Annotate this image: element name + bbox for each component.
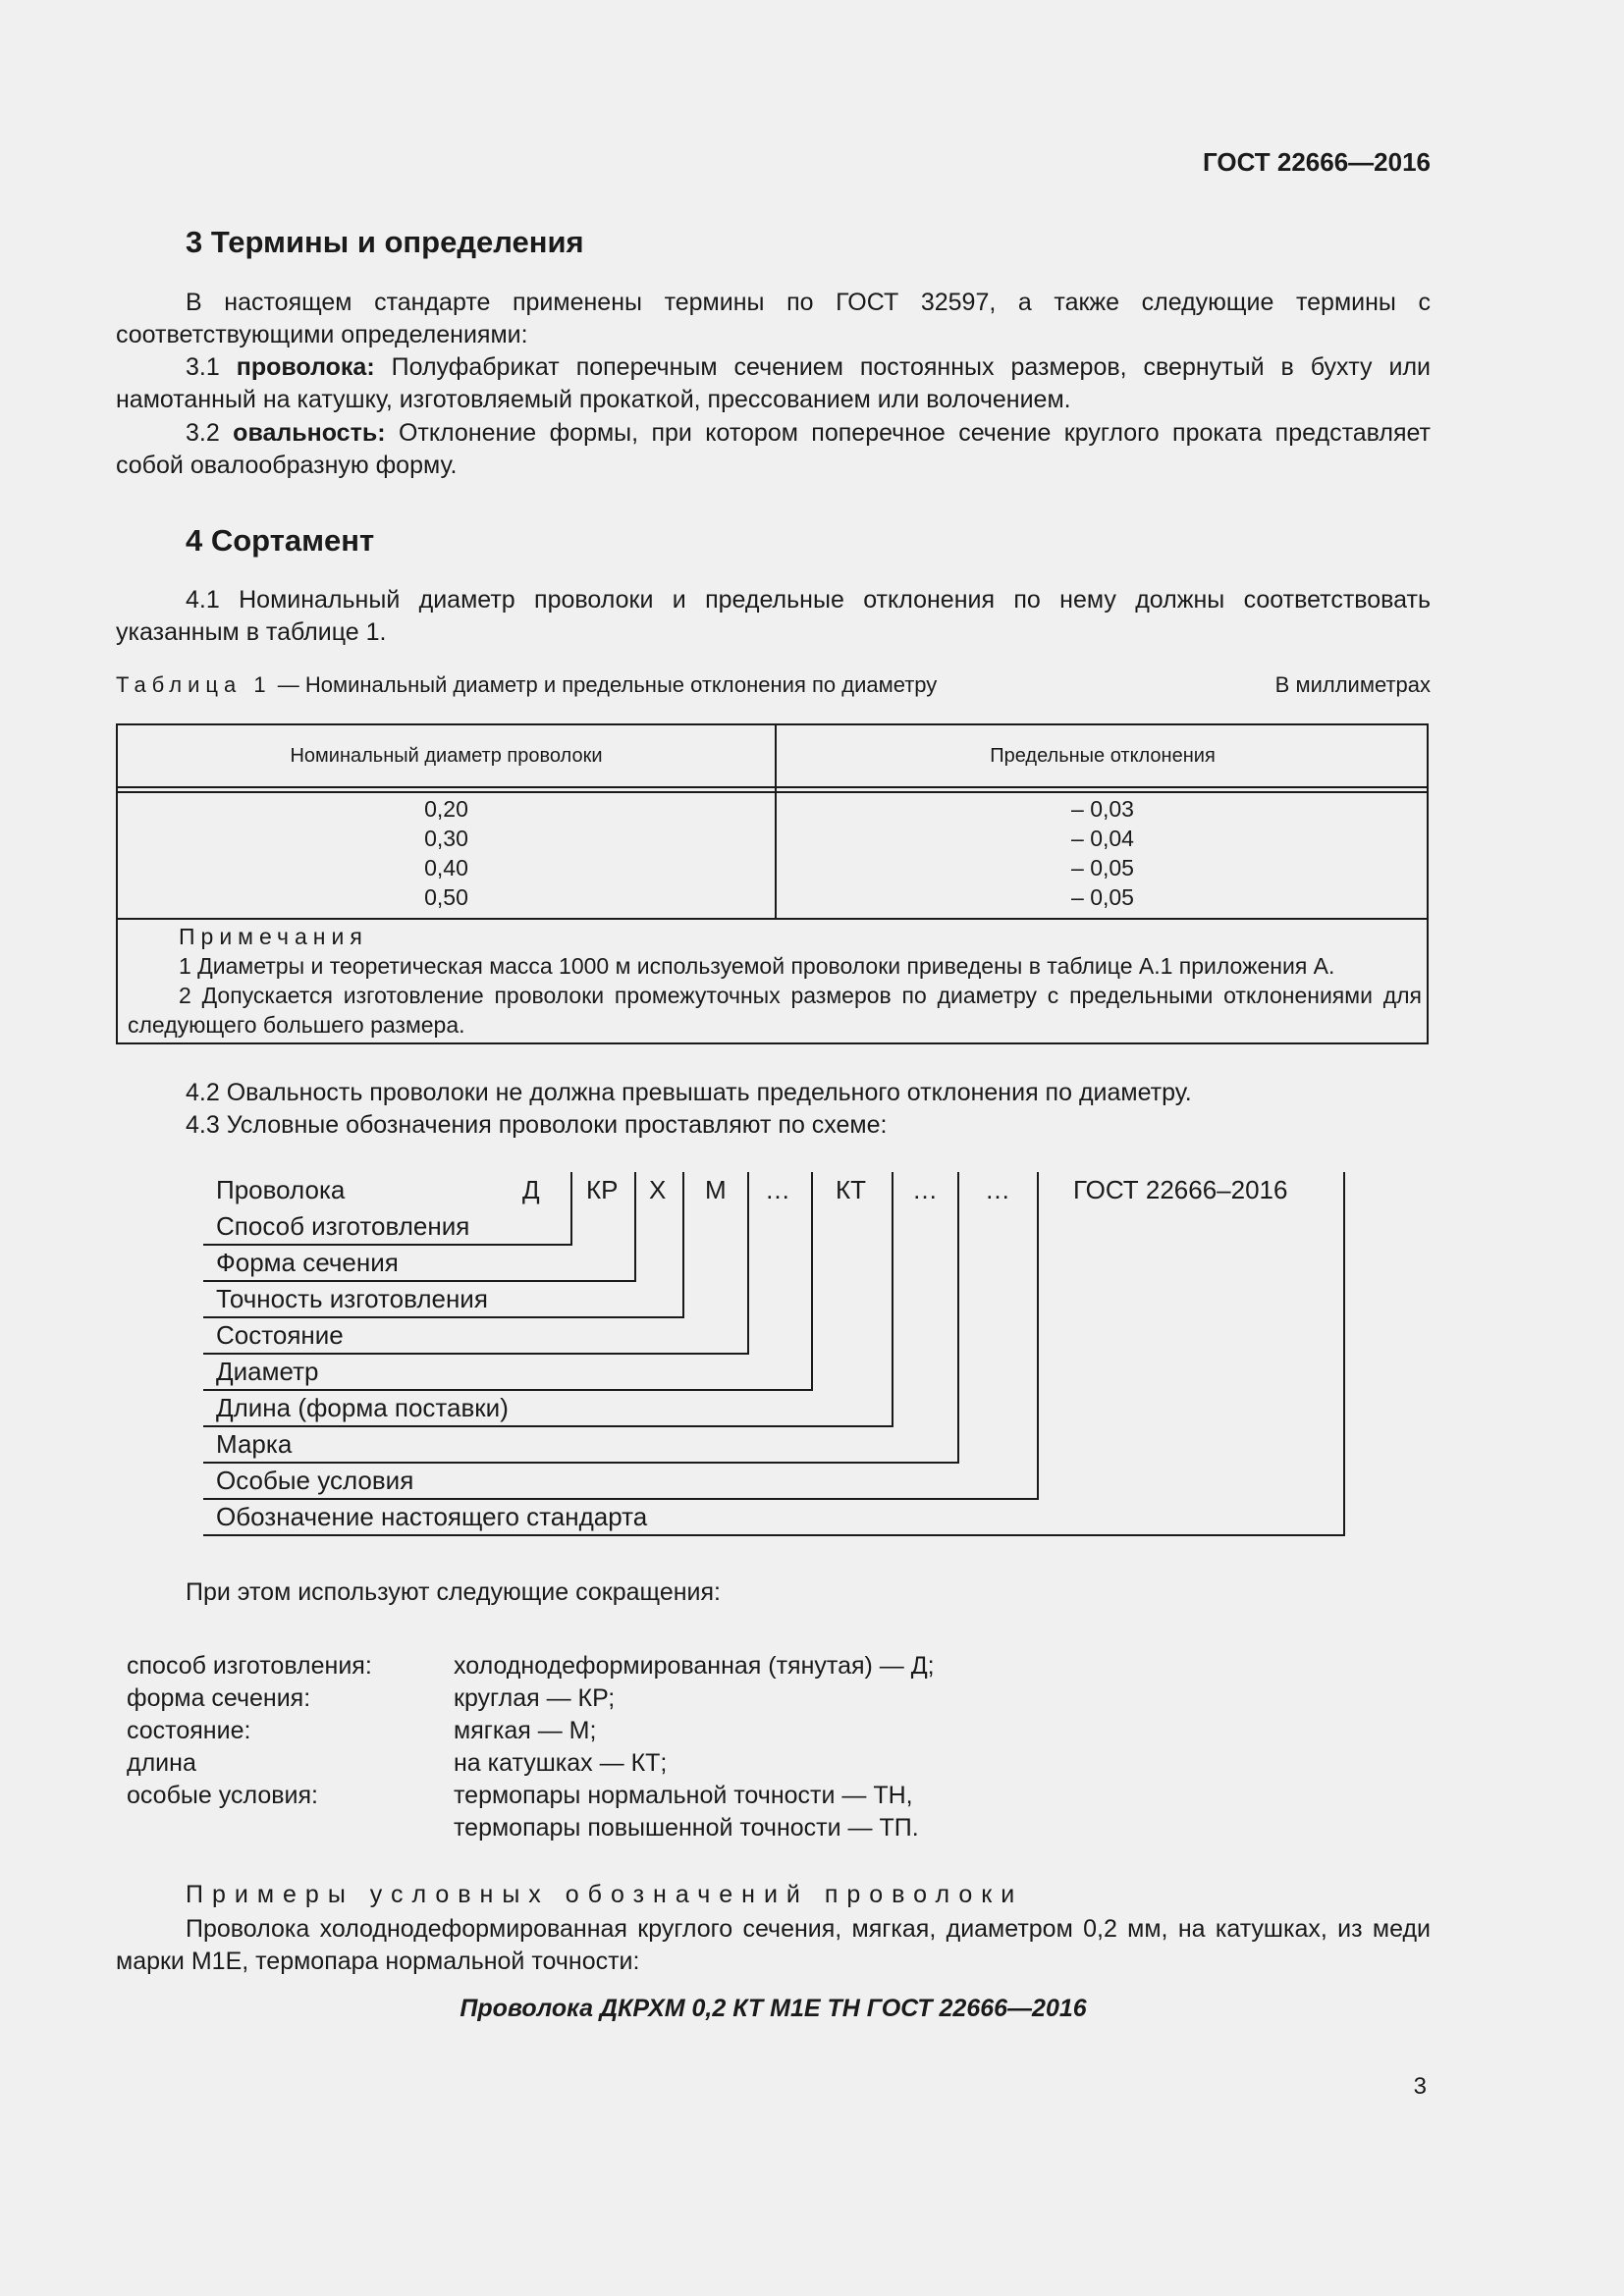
table-header-rule xyxy=(118,786,1427,788)
scheme-code: КТ xyxy=(836,1175,867,1204)
abbreviation-value: круглая — КР; xyxy=(454,1684,616,1712)
abbreviation-value: на катушках — КТ; xyxy=(454,1749,668,1777)
abbreviation-term: длина xyxy=(127,1749,196,1777)
document-id: ГОСТ 22666—2016 xyxy=(1203,147,1431,177)
scheme-underline xyxy=(203,1353,749,1355)
term-3-2-definition: Отклонение формы, при котором поперечное сечение круглого проката представляет собой овалообразную форму. xyxy=(116,419,1431,479)
scheme-connector xyxy=(1343,1172,1345,1535)
table-header-diameter: Номинальный диаметр проволоки xyxy=(290,745,603,767)
table-note-2: 2 Допускается изготовление проволоки промежуточных размеров по диаметру с предельными отклонениями для следующего большего размера. xyxy=(128,983,1422,1038)
scheme-label: Точность изготовления xyxy=(216,1284,488,1313)
term-3-1 xyxy=(116,351,1431,416)
table-header-rule-double xyxy=(118,791,1427,793)
scheme-code: Х xyxy=(649,1175,667,1204)
scheme-code: … xyxy=(985,1175,1010,1204)
scheme-label: Состояние xyxy=(216,1320,344,1350)
scheme-connector xyxy=(747,1172,749,1354)
table-cell-diameter: 0,40 xyxy=(424,855,468,881)
scheme-connector xyxy=(811,1172,813,1390)
abbreviations-values xyxy=(454,1650,935,1844)
examples-title: Примеры условных обозначений проволоки xyxy=(186,1881,1024,1908)
scheme-code: … xyxy=(912,1175,938,1204)
table-notes-rule xyxy=(118,918,1427,920)
scheme-label: Диаметр xyxy=(216,1357,319,1386)
scheme-connector xyxy=(634,1172,636,1281)
abbreviation-value: термопары повышенной точности — ТП. xyxy=(454,1814,919,1842)
page-number: 3 xyxy=(1413,2073,1427,2100)
scheme-label: Особые условия xyxy=(216,1466,414,1495)
paragraph-4-2: 4.2 Овальность проволоки не должна превышать предельного отклонения по диаметру. xyxy=(186,1079,1192,1106)
table-column-deviation xyxy=(777,794,1429,912)
paragraph-4-3: 4.3 Условные обозначения проволоки проставляют по схеме: xyxy=(186,1111,888,1139)
table-column-diameter xyxy=(118,794,775,912)
scheme-code: КР xyxy=(586,1175,619,1204)
table-cell-deviation: – 0,03 xyxy=(1071,796,1134,822)
scheme-underline xyxy=(203,1425,893,1427)
abbreviations-terms xyxy=(127,1650,372,1812)
table-cell-deviation: – 0,05 xyxy=(1071,884,1134,910)
table-notes-title: Примечания xyxy=(179,924,368,949)
scheme-head: Проволока xyxy=(216,1175,346,1204)
scheme-label: Обозначение настоящего стандарта xyxy=(216,1502,648,1531)
abbreviation-term: способ изготовления: xyxy=(127,1652,372,1680)
section-4-title: 4 Сортамент xyxy=(186,523,375,558)
table-cell-diameter: 0,20 xyxy=(424,796,468,822)
table-cell-deviation: – 0,04 xyxy=(1071,826,1134,851)
section-3-intro: В настоящем стандарте применены термины по ГОСТ 32597, а также следующие термины с соответствующими определениями: xyxy=(116,289,1431,348)
scheme-label: Марка xyxy=(216,1429,293,1459)
section-3-title: 3 Термины и определения xyxy=(186,225,584,259)
scheme-underline xyxy=(203,1389,813,1391)
term-3-1-term: проволока: xyxy=(236,353,375,381)
term-3-1-number: 3.1 xyxy=(186,353,220,381)
scheme-label: Способ изготовления xyxy=(216,1211,470,1241)
table-header-deviation: Предельные отклонения xyxy=(990,745,1216,767)
abbreviation-term: состояние: xyxy=(127,1717,251,1744)
abbreviation-value: мягкая — М; xyxy=(454,1717,597,1744)
term-3-2 xyxy=(116,417,1431,482)
table-caption xyxy=(116,672,937,698)
table-note-1: 1 Диаметры и теоретическая масса 1000 м используемой проволоки приведены в таблице А.1 приложения А. xyxy=(179,953,1335,979)
table-caption-text: — Номинальный диаметр и предельные отклонения по диаметру xyxy=(277,672,938,697)
paragraph-4-1: 4.1 Номинальный диаметр проволоки и предельные отклонения по нему должны соответствовать указанным в таблице 1. xyxy=(116,586,1431,646)
abbreviation-term: особые условия: xyxy=(127,1782,318,1809)
abbreviation-term: форма сечения: xyxy=(127,1684,311,1712)
scheme-code: М xyxy=(705,1175,727,1204)
term-3-2-term: овальность: xyxy=(233,419,386,447)
term-3-1-definition: Полуфабрикат поперечным сечением постоянных размеров, свернутый в бухту или намотанный на катушку, изготовляемый прокаткой, прессованием или волочением. xyxy=(116,353,1432,413)
scheme-standard: ГОСТ 22666–2016 xyxy=(1073,1175,1288,1204)
table-units: В миллиметрах xyxy=(1274,672,1431,697)
table-caption-label: Таблица 1 xyxy=(116,672,272,697)
scheme-code: Д xyxy=(522,1175,540,1204)
scheme-underline xyxy=(203,1498,1039,1500)
scheme-code: … xyxy=(765,1175,790,1204)
scheme-underline xyxy=(203,1280,636,1282)
table-cell-deviation: – 0,05 xyxy=(1071,855,1134,881)
scheme-underline xyxy=(203,1534,1345,1536)
scheme-connector xyxy=(1037,1172,1039,1499)
examples-text: Проволока холоднодеформированная круглого сечения, мягкая, диаметром 0,2 мм, на катушках, из меди марки М1Е, термопара нормальной точности: xyxy=(116,1915,1431,1975)
scheme-connector xyxy=(957,1172,959,1463)
abbreviation-value: термопары нормальной точности — ТН, xyxy=(454,1782,913,1809)
scheme-label: Длина (форма поставки) xyxy=(216,1393,509,1422)
scheme-label: Форма сечения xyxy=(216,1248,399,1277)
scheme-connector xyxy=(682,1172,684,1317)
example-designation: Проволока ДКРХМ 0,2 КТ М1Е ТН ГОСТ 22666—2016 xyxy=(460,1995,1087,2022)
scheme-underline xyxy=(203,1244,572,1246)
scheme-underline xyxy=(203,1316,684,1318)
table-1 xyxy=(116,723,1429,1044)
scheme-connector xyxy=(892,1172,893,1426)
table-notes xyxy=(128,922,1422,1040)
table-cell-diameter: 0,50 xyxy=(424,884,468,910)
abbreviation-value: холоднодеформированная (тянутая) — Д; xyxy=(454,1652,935,1680)
scheme-connector xyxy=(570,1172,572,1245)
abbreviations-intro: При этом используют следующие сокращения: xyxy=(186,1578,721,1606)
term-3-2-number: 3.2 xyxy=(186,419,220,447)
scheme-underline xyxy=(203,1462,959,1464)
table-cell-diameter: 0,30 xyxy=(424,826,468,851)
